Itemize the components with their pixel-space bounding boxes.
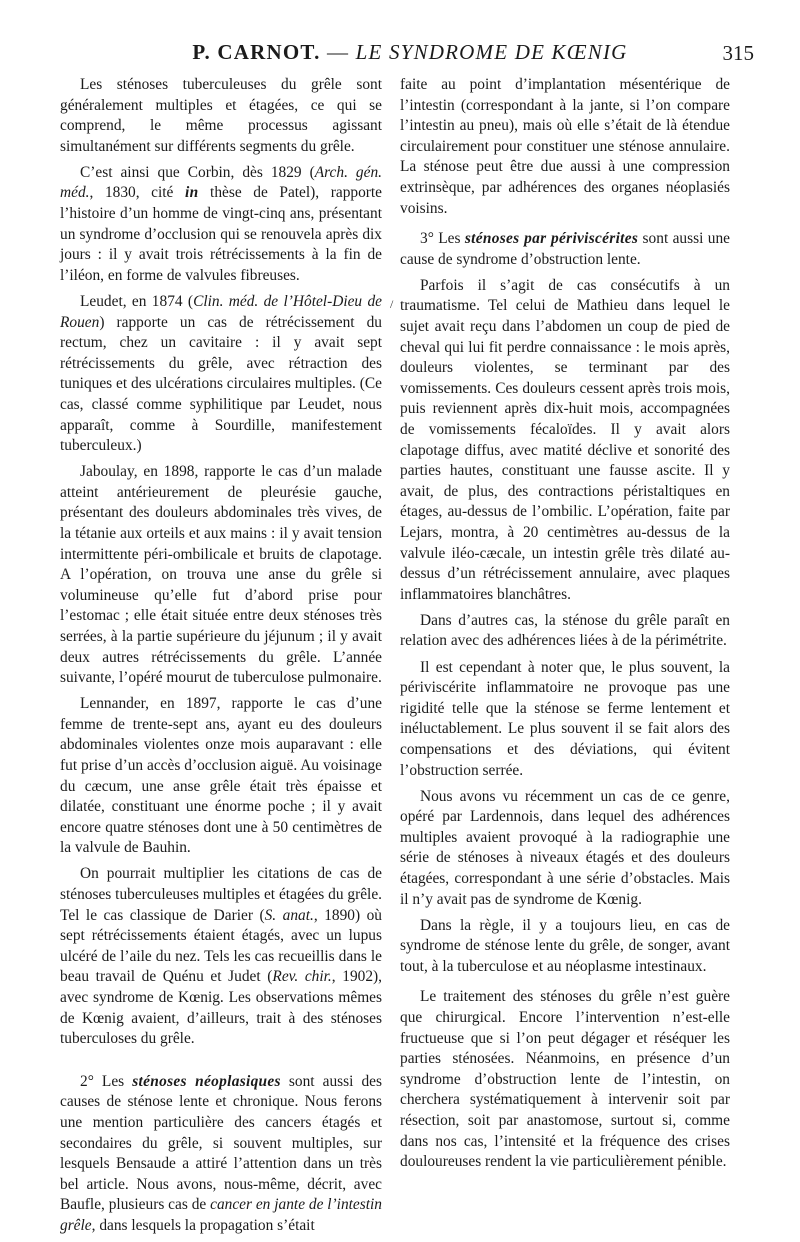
- section-heading: sténoses par périviscérites: [464, 230, 639, 248]
- text-run: sont aussi des causes de sténose lente et chronique. Nous ferons une mention particulière des cancers étagés et secondaires du grêle, si souvent multiples, sur lesquels Bensaude a attiré l’attention dans un très bel article. Nous avons, nous-même, décrit, avec Baufle, plusieurs cas de: [60, 1072, 382, 1214]
- text-run: sont aussi une cause de syndrome d’obstruction lente.: [400, 230, 730, 268]
- citation: Rev. chir.: [272, 968, 332, 986]
- paragraph: Dans d’autres cas, la sténose du grêle paraît en relation avec des adhérences liées à de la périmétrite.: [400, 611, 730, 650]
- text-run: Leudet, en 1874 (: [80, 292, 194, 310]
- left-column: [60, 75, 382, 1242]
- citation: Arch. gén. méd.: [60, 163, 382, 202]
- paragraph: faite au point d’implantation mésentérique de l’intestin (correspondant à la jante, si l’on compare l’intestin au pneu), mais où elle s’était de là étendue circulairement pour constituer une sténose annulaire. La sténose peut être due aussi à une compression extrinsèque, par adhérences des organes néoplasiés voisins.: [400, 76, 730, 217]
- text-run: On pourrait multiplier les citations de cas de sténoses tuberculeuses multiples et étagées du grêle. Tel le cas classique de Darier (: [60, 865, 382, 924]
- text-run: , 1902), avec syndrome de Kœnig. Les observations mêmes de Kœnig avaient, d’ailleurs, trait à des sténoses tuberculoses du grêle.: [60, 968, 382, 1048]
- text-run: ) rapporte un cas de rétrécissement du rectum, chez un cavitaire : il y avait sept rétrécissements du grêle, avec rétraction des tuniques et des ulcérations circulaires multiples. (Ce cas, classé comme syphilitique par Leudet, nous apparaît, comme à Sourdille, manifestement tuberculeux.): [60, 313, 382, 455]
- paragraph: Nous avons vu récemment un cas de ce genre, opéré par Lardennois, dans lequel des adhérences multiples avaient provoqué à la radiographie une série de sténoses à niveaux étagés et des douleurs étagées, correspondant à une série d’obstacles. Mais il n’y avait pas de syndrome de Kœnig.: [400, 787, 730, 908]
- paragraph: Jaboulay, en 1898, rapporte le cas d’un malade atteint antérieurement de pleurésie gauche, présentant des douleurs abdominales très vives, de la tétanie aux orteils et aux mains : il y avait tension intermittente péri-ombilicale et bruits de clapotage. A l’opération, on trouva une anse du grêle si volumineuse qu’elle fut d’abord prise pour l’estomac ; elle était située entre deux sténoses très serrées, à la partie supérieure du jéjunum ; il y avait deux autres rétrécissements du grêle. L’année suivante, l’opéré mourut de tuberculose pulmonaire.: [60, 463, 382, 687]
- text-run: 3° Les: [420, 230, 465, 248]
- section-heading: sténoses néoplasiques: [132, 1072, 281, 1090]
- paragraph: Lennander, en 1897, rapporte le cas d’une femme de trente-sept ans, ayant eu des douleurs abdominales violentes onze mois auparavant : elle fut prise d’un accès d’occlusion aiguë. Au voisinage du cæcum, une anse grêle était très épaisse et dilatée, constituant une énorme poche ; il y avait encore quatre sténoses dont une à 50 centimètres de la valvule de Bauhin.: [60, 695, 382, 857]
- text-run: thèse de Patel), rapporte l’histoire d’un homme de vingt-cinq ans, présentant un syndrome d’occlusion qui se renouvela après dix jours : il y avait trois rétrécissements à la fin de l’iléon, en forme de valvules fibreuses.: [60, 184, 383, 284]
- section-paragraph: [400, 229, 730, 270]
- header-author: P. CARNOT.: [192, 40, 321, 64]
- emphasis: in: [185, 184, 199, 202]
- paragraph: Parfois il s’agit de cas consécutifs à un traumatisme. Tel celui de Mathieu dans lequel le sujet avait reçu dans l’abdomen un coup de pied de cheval qui lui fit perdre connaissance : le mois après, douleurs violentes, se terminant par des vomissements. Ces douleurs cessent après trois mois, puis reviennent après dix-huit mois, accompagnées de vomissements fécaloïdes. Il y avait alors clapotage diffus, avec matité déclive et sonorité des parties hautes, constituant une fausse ascite. Il y avait, de plus, des contractions péristaltiques en étages, au-dessus de l’ombilic. L’opération, faite par Lejars, montra, à 20 centimètres au-dessus de la valvule iléo-cæcale, un intestin grêle très dilaté au-dessus d’un rétrécissement annulaire, avec plaques inflammatoires blanchâtres.: [400, 276, 730, 603]
- emphasis: cancer en jante de l’intestin grêle: [60, 1196, 383, 1234]
- right-column: [400, 75, 730, 1178]
- header-subtitle: LE SYNDROME DE KŒNIG: [355, 40, 628, 64]
- margin-mark: /: [390, 297, 394, 311]
- citation: Clin. méd. de l’Hôtel-Dieu de Rouen: [60, 292, 382, 331]
- text-run: , 1890) où sept rétrécissements étaient étagés, avec un lupus ulcéré de l’aile du nez. Tels les cas recueillis dans le beau travail de Quénu et Judet (: [60, 906, 382, 986]
- page-number: 315: [722, 41, 754, 65]
- header-separator: —: [320, 40, 356, 64]
- paragraph: [60, 292, 382, 457]
- running-header: [60, 40, 760, 70]
- paragraph: Dans la règle, il y a toujours lieu, en cas de syndrome de sténose lente du grêle, de songer, avant tout, à la tuberculose et au néoplasme intestinaux.: [400, 916, 730, 975]
- text-run: 2° Les: [80, 1072, 133, 1090]
- section-paragraph: [60, 1072, 382, 1237]
- paragraph: Il est cependant à noter que, le plus souvent, la périviscérite inflammatoire ne provoque pas une rigidité telle que la sténose se ferme lentement et inéluctablement. Le plus souvent il se fait alors des compensations et des déviations, qui évitent l’obstruction serrée.: [400, 658, 730, 779]
- text-run: C’est ainsi que Corbin, dès 1829 (: [80, 163, 315, 181]
- paragraph: [60, 163, 382, 287]
- running-title: [60, 40, 760, 65]
- text-run: , dans lesquels la propagation s’était: [91, 1216, 315, 1234]
- paragraph: [60, 864, 382, 1049]
- citation: S. anat.: [264, 906, 314, 924]
- paragraph: Les sténoses tuberculeuses du grêle sont généralement multiples et étagées, ce qui se comprend, le même processus agissant simultanément sur différents segments du grêle.: [60, 76, 382, 155]
- paragraph: Le traitement des sténoses du grêle n’est guère que chirurgical. Encore l’intervention n’est-elle fructueuse que si l’on peut dégager et réséquer les parties sténosées. Néanmoins, en présence d’un syndrome d’obstruction lente de l’intestin, on cherchera systématiquement à intervenir soit par résection, soit par anastomose, surtout si, comme dans nos cas, l’intensité et la fréquence des crises douloureuses rendent la vie particulièrement pénible.: [400, 988, 730, 1171]
- text-run: , 1830, cité: [89, 184, 185, 202]
